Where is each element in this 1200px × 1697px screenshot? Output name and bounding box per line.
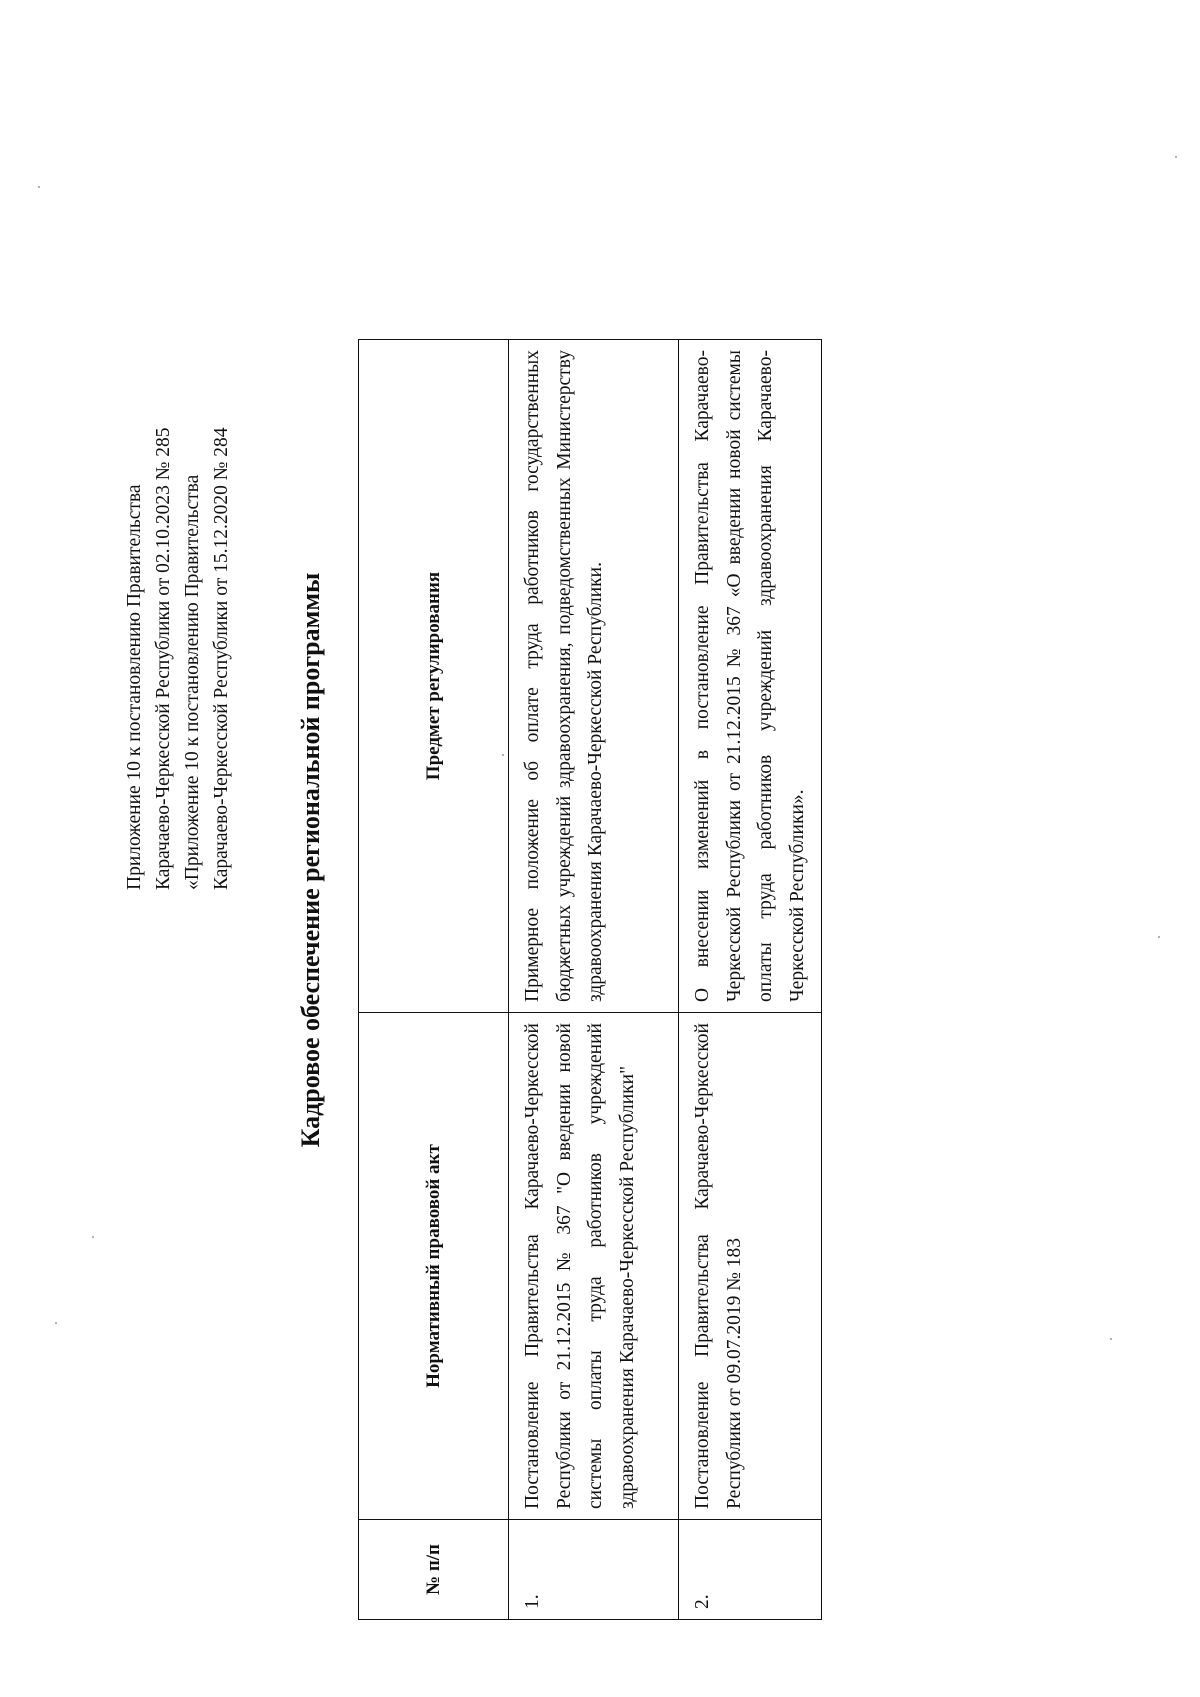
scan-speck — [1110, 1338, 1112, 1340]
table-header-row — [359, 340, 509, 1620]
table-row — [679, 340, 822, 1620]
scan-speck — [1175, 156, 1177, 158]
column-header-act: Нормативный правовой акт — [359, 1013, 509, 1520]
row-act: Постановление Правительства Карачаево-Черкесской Республики от 09.07.2019 № 183 — [679, 1013, 822, 1520]
row-subject: О внесении изменений в постановление Правительства Карачаево-Черкесской Республики от 21.12.2015 № 367 «О введении новой системы оплаты труда работников учреждений здравоохранения Карачаево-Черкесской Республики». — [679, 340, 822, 1013]
row-number: 2. — [679, 1520, 822, 1620]
column-header-subject: Предмет регулирования — [359, 340, 509, 1013]
rotated-page-content — [100, 20, 1000, 1660]
table-row — [509, 340, 679, 1620]
scan-speck — [92, 1236, 94, 1238]
row-act: Постановление Правительства Карачаево-Черкесской Республики от 21.12.2015 № 367 "О введении новой системы оплаты труда работников учреждений здравоохранения Карачаево-Черкесской Республики" — [509, 1013, 679, 1520]
header-line-4: Карачаево-Черкесской Республики от 15.12.2020 № 284 — [211, 427, 232, 890]
column-header-number: № п/п — [359, 1520, 509, 1620]
scan-speck — [55, 1322, 57, 1324]
row-number: 1. — [509, 1520, 679, 1620]
scan-speck — [38, 186, 40, 188]
header-line-3: «Приложение 10 к постановлению Правительства — [182, 474, 203, 890]
header-line-1: Приложение 10 к постановлению Правительства — [124, 484, 145, 890]
document-header — [120, 290, 236, 890]
document-title: Кадровое обеспечение региональной программы — [296, 572, 325, 1148]
header-line-2: Карачаево-Черкесской Республики от 02.10.2023 № 285 — [153, 427, 174, 890]
regulation-table — [358, 339, 822, 1620]
row-subject: Примерное положение об оплате труда работников государственных бюджетных учреждений здравоохранения, подведомственных Министерству здравоохранения Карачаево-Черкесской Республики. — [509, 340, 679, 1013]
scan-speck — [1158, 936, 1160, 938]
